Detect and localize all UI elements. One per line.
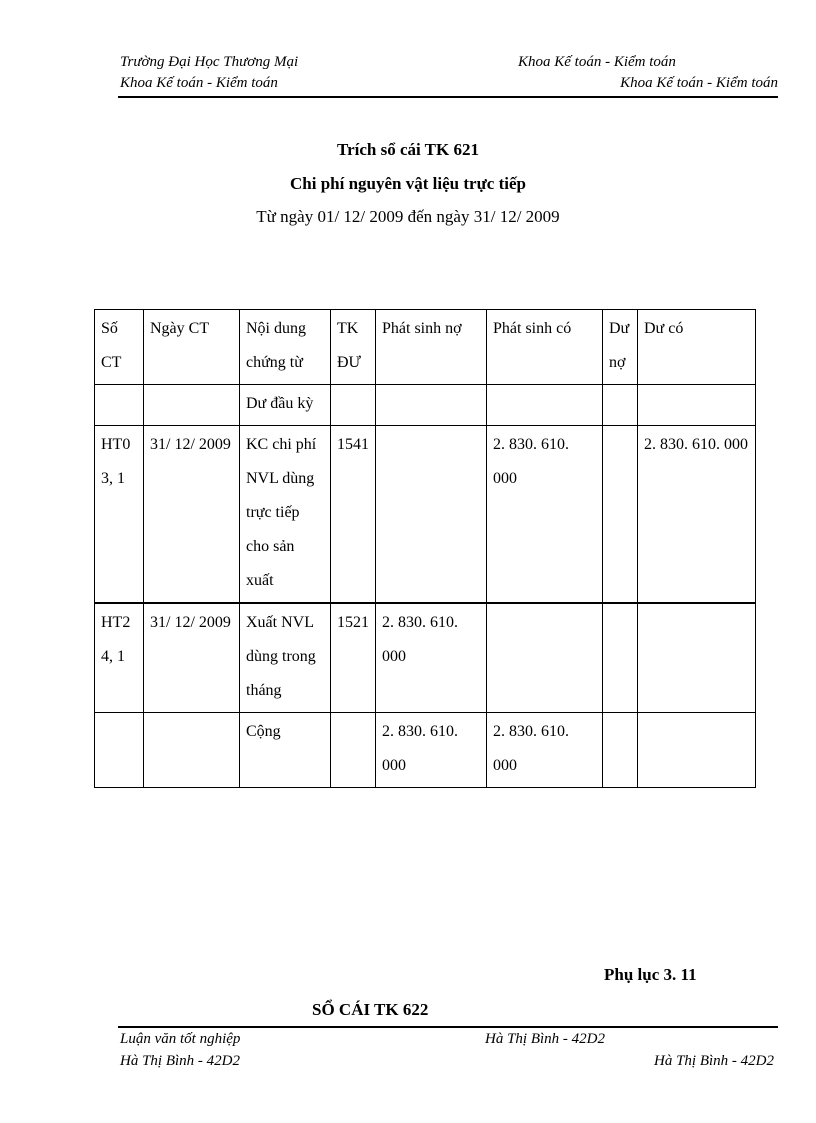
footer-author-right-bottom: Hà Thị Bình - 42D2: [654, 1053, 774, 1069]
cell-du-co: 2. 830. 610. 000: [638, 426, 756, 604]
document-title: Trích sổ cái TK 621: [337, 140, 479, 159]
cell-so-ct: HT24, 1: [95, 603, 144, 713]
cell-ngay-ct: [144, 385, 240, 426]
cell-noi-dung: Cộng: [240, 713, 331, 788]
header-faculty-right-top: Khoa Kế toán - Kiểm toán: [518, 54, 676, 70]
cell-du-no: [603, 385, 638, 426]
col-header-du-co: Dư có: [638, 310, 756, 385]
footer-author-left: Hà Thị Bình - 42D2: [120, 1053, 240, 1069]
cell-so-ct: HT03, 1: [95, 426, 144, 604]
cell-noi-dung: Xuất NVL dùng trong tháng: [240, 603, 331, 713]
cell-ps-no: 2. 830. 610. 000: [376, 713, 487, 788]
col-header-noi-dung: Nội dung chứng từ: [240, 310, 331, 385]
cell-du-no: [603, 426, 638, 604]
col-header-ps-co: Phát sinh có: [487, 310, 603, 385]
cell-tk-du: [331, 713, 376, 788]
table-row: [95, 426, 756, 604]
col-header-ps-no: Phát sinh nợ: [376, 310, 487, 385]
header-faculty-left: Khoa Kế toán - Kiểm toán: [120, 75, 278, 91]
appendix-label: Phụ lục 3. 11: [604, 965, 697, 984]
document-period: Từ ngày 01/ 12/ 2009 đến ngày 31/ 12/ 2009: [256, 207, 560, 226]
cell-tk-du: [331, 385, 376, 426]
table-total-row: [95, 713, 756, 788]
col-header-tk-du: TK ĐƯ: [331, 310, 376, 385]
document-subtitle: Chi phí nguyên vật liệu trực tiếp: [290, 174, 526, 193]
col-header-du-no: Dư nợ: [603, 310, 638, 385]
cell-ngay-ct: 31/ 12/ 2009: [144, 603, 240, 713]
cell-du-co: [638, 603, 756, 713]
cell-ps-no: [376, 385, 487, 426]
cell-noi-dung: Dư đầu kỳ: [240, 385, 331, 426]
cell-ps-co: [487, 385, 603, 426]
cell-du-co: [638, 713, 756, 788]
table-header-row: [95, 310, 756, 385]
cell-du-no: [603, 603, 638, 713]
ledger-table: [94, 309, 756, 788]
footer-thesis-label: Luận văn tốt nghiệp: [120, 1031, 241, 1047]
cell-so-ct: [95, 713, 144, 788]
cell-ngay-ct: [144, 713, 240, 788]
cell-ngay-ct: 31/ 12/ 2009: [144, 426, 240, 604]
header-university: Trường Đại Học Thương Mại: [120, 54, 299, 70]
next-section-title: SỔ CÁI TK 622: [312, 1000, 429, 1019]
footer-rule: [118, 1026, 778, 1028]
cell-noi-dung: KC chi phí NVL dùng trực tiếp cho sản xuất: [240, 426, 331, 604]
header-rule: [118, 96, 778, 98]
col-header-ngay-ct: Ngày CT: [144, 310, 240, 385]
table-row: [95, 603, 756, 713]
cell-tk-du: 1541: [331, 426, 376, 604]
header-faculty-right-bottom: Khoa Kế toán - Kiểm toán: [620, 75, 778, 91]
cell-ps-co: 2. 830. 610. 000: [487, 426, 603, 604]
footer-author-right-top: Hà Thị Bình - 42D2: [485, 1031, 605, 1047]
table-row: [95, 385, 756, 426]
cell-tk-du: 1521: [331, 603, 376, 713]
col-header-so-ct: Số CT: [95, 310, 144, 385]
cell-ps-co: 2. 830. 610. 000: [487, 713, 603, 788]
cell-du-no: [603, 713, 638, 788]
cell-ps-co: [487, 603, 603, 713]
cell-du-co: [638, 385, 756, 426]
cell-ps-no: 2. 830. 610. 000: [376, 603, 487, 713]
cell-ps-no: [376, 426, 487, 604]
cell-so-ct: [95, 385, 144, 426]
